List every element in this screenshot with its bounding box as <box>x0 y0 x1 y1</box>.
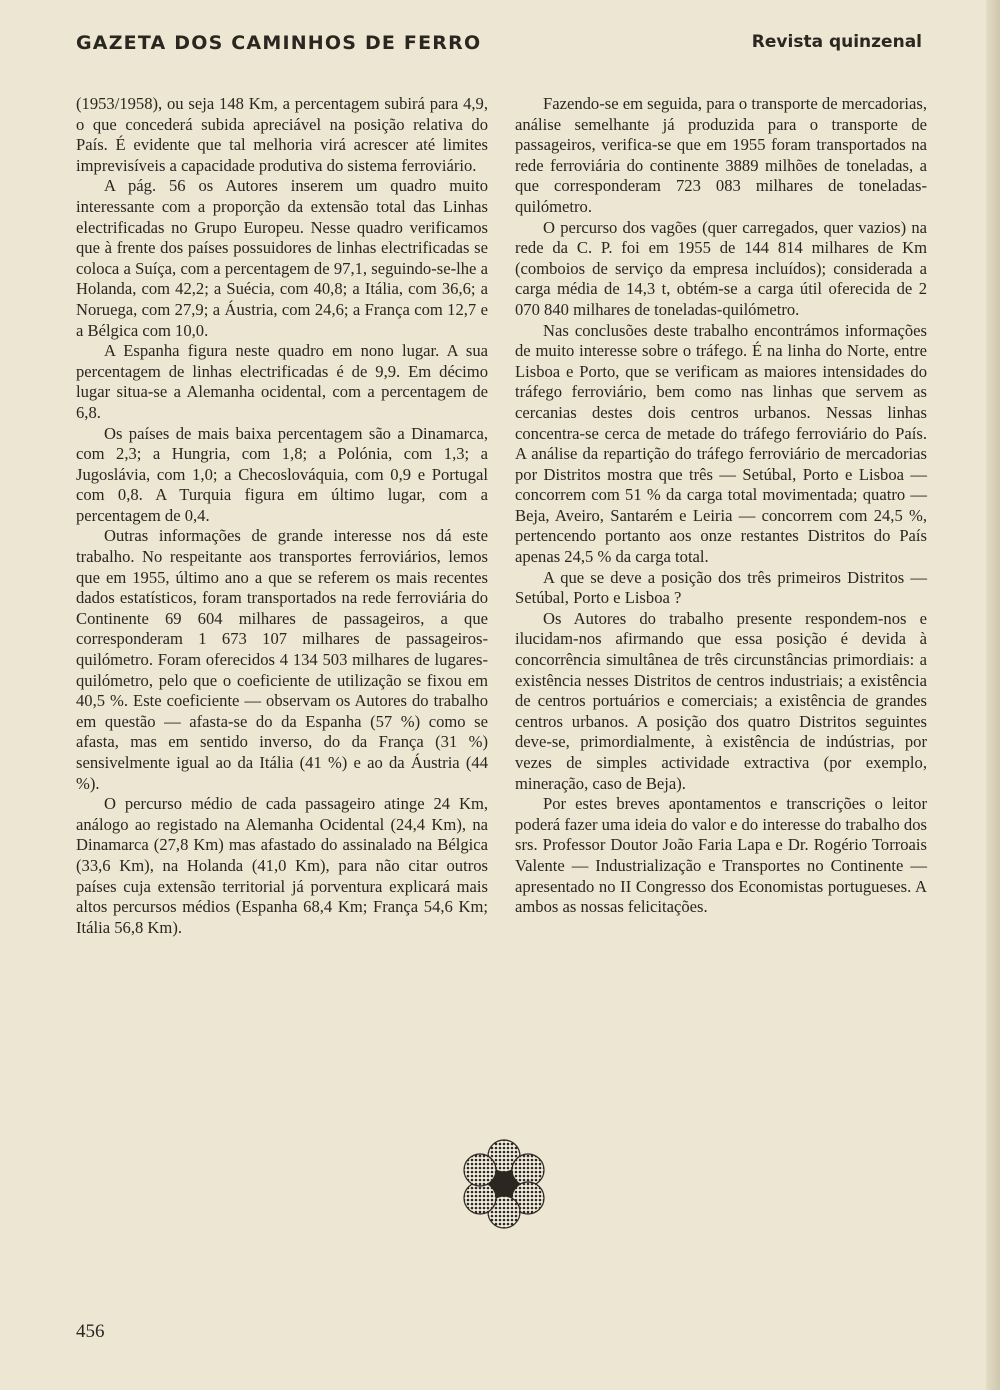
paragraph: A Espanha figura neste quadro em nono lugar. A sua percentagem de linhas electrificadas é de 9,9. Em décimo lugar situa-se a Alemanha ocidental, com a percentagem de 6,8. <box>76 341 488 422</box>
running-header <box>76 32 922 62</box>
paragraph: O percurso dos vagões (quer carregados, quer vazios) na rede da C. P. foi em 1955 de 144 814 milhares de Km (comboios de serviço da empresa incluídos); considerada a carga média de 14,3 t, obtém-se a carga útil oferecida de 2 070 840 milhares de toneladas-quilómetro. <box>515 217 927 319</box>
journal-subtitle: Revista quinzenal <box>751 32 922 52</box>
page-number: 456 <box>76 1321 105 1342</box>
right-column <box>515 94 927 918</box>
paragraph: Outras informações de grande interesse nos dá este trabalho. No respeitante aos transportes ferroviários, lemos que em 1955, último ano a que se referem os mais recentes dados estatísticos, foram transportados na rede ferroviária do Continente 69 604 milhares de passageiros, a que corresponderam 1 673 107 milhares de passageiros-quilómetro. Foram oferecidos 4 134 503 milhares de lugares-quilómetro, pelo que o coeficiente de utilização se fixou em 40,5 %. Este coeficiente — observam os Autores do trabalho em questão — afasta-se do da Espanha (57 %) como se afasta, mas em sentido inverso, do da França (31 %) sensivelmente igual ao da Itália (41 %) e ao da Áustria (44 %). <box>76 526 488 793</box>
paragraph: A que se deve a posição dos três primeiros Distritos — Setúbal, Porto e Lisboa ? <box>515 567 927 608</box>
left-column <box>76 94 488 938</box>
wire-rope-emblem-icon <box>458 1138 550 1230</box>
paragraph: Os Autores do trabalho presente respondem-nos e ilucidam-nos afirmando que essa posição é devida à concorrência simultânea de três circunstâncias primordiais: a existência nesses Distritos de centros industriais; a existência de centros portuários e comerciais; a existência de grandes centros urbanos. A posição dos quatro Distritos seguintes deve-se, primordialmente, à existência de indústrias, por vezes de simples actividade extractiva (por exemplo, mineração, caso de Beja). <box>515 608 927 793</box>
paragraph: (1953/1958), ou seja 148 Km, a percentagem subirá para 4,9, o que concederá subida apreciável na posição relativa do País. É evidente que tal melhoria virá acrescer até limites imprevisíveis a capacidade produtiva do sistema ferroviário. <box>76 94 488 175</box>
paragraph: Os países de mais baixa percentagem são a Dinamarca, com 2,3; a Hungria, com 1,8; a Polónia, com 1,3; a Jugoslávia, com 1,0; a Checoslováquia, com 0,9 e Portugal com 0,8. A Turquia figura em último lugar, com a percentagem de 0,4. <box>76 423 488 525</box>
paragraph: Fazendo-se em seguida, para o transporte de mercadorias, análise semelhante já produzida para o transporte de passageiros, verifica-se que em 1955 foram transportados na rede ferroviária do continente 3889 milhões de toneladas, a que corresponderam 723 083 milhares de toneladas-quilómetro. <box>515 94 927 216</box>
page-edge <box>986 0 1000 1390</box>
paragraph: A pág. 56 os Autores inserem um quadro muito interessante com a proporção da extensão total das Linhas electrificadas no Grupo Europeu. Nesse quadro verificamos que à frente dos países possuidores de linhas electrificadas se coloca a Suíça, com a percentagem de 97,1, seguindo-se-lhe a Holanda, com 42,2; a Suécia, com 40,8; a Itália, com 36,6; a Noruega, com 27,9; a Áustria, com 24,6; a França com 12,7 e a Bélgica com 10,0. <box>76 176 488 340</box>
paragraph: Por estes breves apontamentos e transcrições o leitor poderá fazer uma ideia do valor e do interesse do trabalho dos srs. Professor Doutor João Faria Lapa e Dr. Rogério Torroais Valente — Industrialização e Transportes no Continente — apresentado no II Congresso dos Economistas portugueses. A ambos as nossas felicitações. <box>515 794 927 917</box>
paragraph: O percurso médio de cada passageiro atinge 24 Km, análogo ao registado na Alemanha Ocidental (24,4 Km), na Dinamarca (27,8 Km) mas afastado do assinalado na Bélgica (33,6 Km), na Holanda (41,0 Km), para não citar outros países cuja extensão territorial já porventura explicará mais altos percursos médios (Espanha 68,4 Km; França 54,6 Km; Itália 56,8 Km). <box>76 794 488 937</box>
paragraph: Nas conclusões deste trabalho encontrámos informações de muito interesse sobre o tráfego. É na linha do Norte, entre Lisboa e Porto, que se verificam as maiores intensidades do tráfego ferroviário, bem como nas linhas que servem as cercanias destes dois centros urbanos. Nessas linhas concentra-se cerca de metade do tráfego ferroviário do País. A análise da repartição do tráfego ferroviário de mercadorias por Distritos mostra que três — Setúbal, Porto e Lisboa — concorrem com 51 % da carga total movimentada; quatro — Beja, Aveiro, Santarém e Leiria — concorrem com 24,5 %, pertencendo portanto aos onze restantes Distritos do País apenas 24,5 % da carga total. <box>515 320 927 567</box>
journal-title: GAZETA DOS CAMINHOS DE FERRO <box>76 32 482 54</box>
